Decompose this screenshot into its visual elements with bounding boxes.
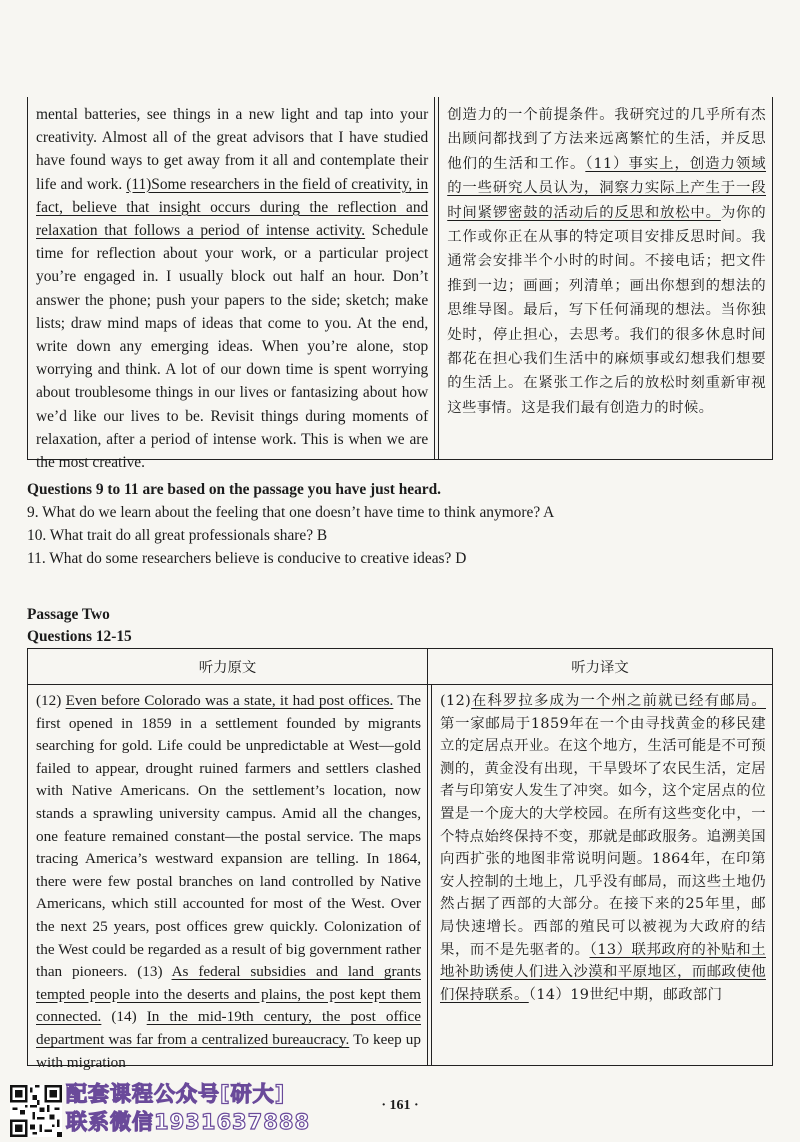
- header-listening-translation: 听力译文: [571, 660, 629, 676]
- passage-text-run: 为你的工作或你正在从事的特定项目安排反思时间。我通常会安排半个小时的时间。不接电话；把文件推到一边；画画；列清单；画出你想到的想法的思维导图。最后，写下任何涌现的想法。当你独处时，停止担心，去思考。我们的很多休息时间都花在担心我们生活中的麻烦事或幻想我们想要的生活上。在紧张工作之后的放松时刻重新审视这些事情。这是我们最有创造力的时候。: [447, 204, 767, 416]
- passage-text-run: （14）19世纪中期，邮政部门: [528, 986, 723, 1003]
- passage2-table-body: [28, 685, 772, 1071]
- passage2-title: Passage Two: [27, 606, 110, 623]
- qr-code-icon: [10, 1085, 62, 1137]
- answer-underline-text: In the mid-19th century, the post office department was far from a centralized bureaucracy.: [36, 1008, 421, 1048]
- passage1-english-text: [36, 103, 428, 474]
- passage2-chinese-column: [431, 685, 772, 1066]
- questions-heading: Questions 9 to 11 are based on the passage you have just heard.: [27, 481, 442, 498]
- header-listening-original: 听力原文: [28, 649, 428, 684]
- passage2-english-text: [36, 690, 421, 1074]
- passage1-chinese-text: [447, 103, 766, 420]
- passage-text-run: (12): [440, 693, 472, 709]
- passage-text-run: To keep up with migration: [36, 1030, 421, 1071]
- page-number: · 161 ·: [381, 1098, 419, 1113]
- answer-underline-text: Even before Colorado was a state, it had post offices.: [65, 692, 394, 709]
- answer-underline-text: （13）联邦政府的补贴和土地补助诱使人们进入沙漠和平原地区，而邮政使他们保持联系。: [440, 941, 766, 1003]
- passage-text-run: mental batteries, see things in a new light and tap into your creativity. Almost all of the great advisors that I have studied have found ways to get away from it all and contemplate their life and work.: [36, 106, 429, 193]
- questions-section: [27, 479, 773, 570]
- answer-underline-text: 在科罗拉多成为一个州之前就已经有邮局。: [471, 693, 766, 709]
- promo-line-2: 联系微信1931637888: [66, 1110, 311, 1134]
- passage1-chinese-column: [438, 97, 772, 459]
- passage1-english-column: [28, 97, 435, 472]
- question-10: 10. What trait do all great professionals share? B: [27, 527, 328, 544]
- passage1-table: [27, 97, 773, 472]
- question-9: 9. What do we learn about the feeling that one doesn’t have time to think anymore? A: [27, 504, 555, 521]
- passage2-english-column: [28, 685, 428, 1071]
- passage-text-run: The first opened in 1859 in a settlement founded by migrants searching for gold. Life could be unpredictable at West—gold failed to appear, drought ruined farmers and settlers clashed with Native Americans. On the settlement’s location, now stands a sprawling university campus. Amid all the changes, one feature remained constant—the postal service. The maps tracing America’s westward expansion are telling. In 1864, there were few postal branches on land controlled by Native Americans, which still accounted for most of the West. Over the next 25 years, post offices grew quickly. Colonization of the West could be regarded as a result of big government rather than pioneers. (13): [36, 692, 421, 981]
- passage2-table-header: [28, 649, 772, 685]
- passage-text-run: Schedule time for reflection about your work, or a particular project you’re engaged in. I usually block out half an hour. Don’t answer the phone; push your papers to the side; sketch; make lists; draw mind maps of ideas that come to you. At the end, write down any emerging ideas. When you’re alone, stop worrying and think. A lot of our down time is spent worrying about troublesome things in our lives or fantasizing about how we’d like our lives to be. Revisit things during moments of relaxation, after a period of intense work. This is when we are the most creative.: [36, 222, 429, 472]
- answer-underline-text: （11）事实上，创造力领域的一些研究人员认为，洞察力实际上产生于一段时间紧锣密鼓的活动后的反思和放松中。: [447, 155, 767, 221]
- promo-line-1: 配套课程公众号[研大]: [66, 1082, 286, 1106]
- passage-text-run: (12): [36, 692, 66, 709]
- passage2-title-block: [27, 604, 132, 648]
- passage2-chinese-text: [440, 690, 766, 1006]
- passage-text-run: 创造力的一个前提条件。我研究过的几乎所有杰出顾问都找到了方法来远离繁忙的生活，并反思他们的生活和工作。: [447, 107, 766, 172]
- passage-text-run: (14): [101, 1008, 147, 1026]
- passage-text-run: 第一家邮局于1859年在一个由寻找黄金的移民建立的定居点开业。在这个地方，生活可能是不可预测的，黄金没有出现，干旱毁坏了农民生活，定居者与印第安人发生了冲突。如今，这个定居点的位置是一个庞大的大学校园。在所有这些变化中，一个特点始终保持不变，那就是邮政服务。追溯美国向西扩张的地图非常说明问题。1864年，在印第安人控制的土地上，几乎没有邮局，而这些土地仍然占据了西部的大部分。在接下来的25年里，邮局快速增长。西部的殖民可以被视为大政府的结果，而不是先驱者的。: [440, 715, 766, 958]
- answer-underline-text: As federal subsidies and land grants tempted people into the deserts and plains, the post kept them connected.: [36, 963, 421, 1026]
- passage2-table: [27, 648, 773, 1071]
- answer-underline-text: (11)Some researchers in the field of creativity, in fact, believe that insight occurs during the reflection and relaxation that follows a period of intense activity.: [36, 175, 429, 240]
- question-11: 11. What do some researchers believe is conducive to creative ideas? D: [27, 550, 467, 567]
- promo-watermark: [66, 1080, 310, 1136]
- passage2-subtitle: Questions 12-15: [27, 628, 132, 645]
